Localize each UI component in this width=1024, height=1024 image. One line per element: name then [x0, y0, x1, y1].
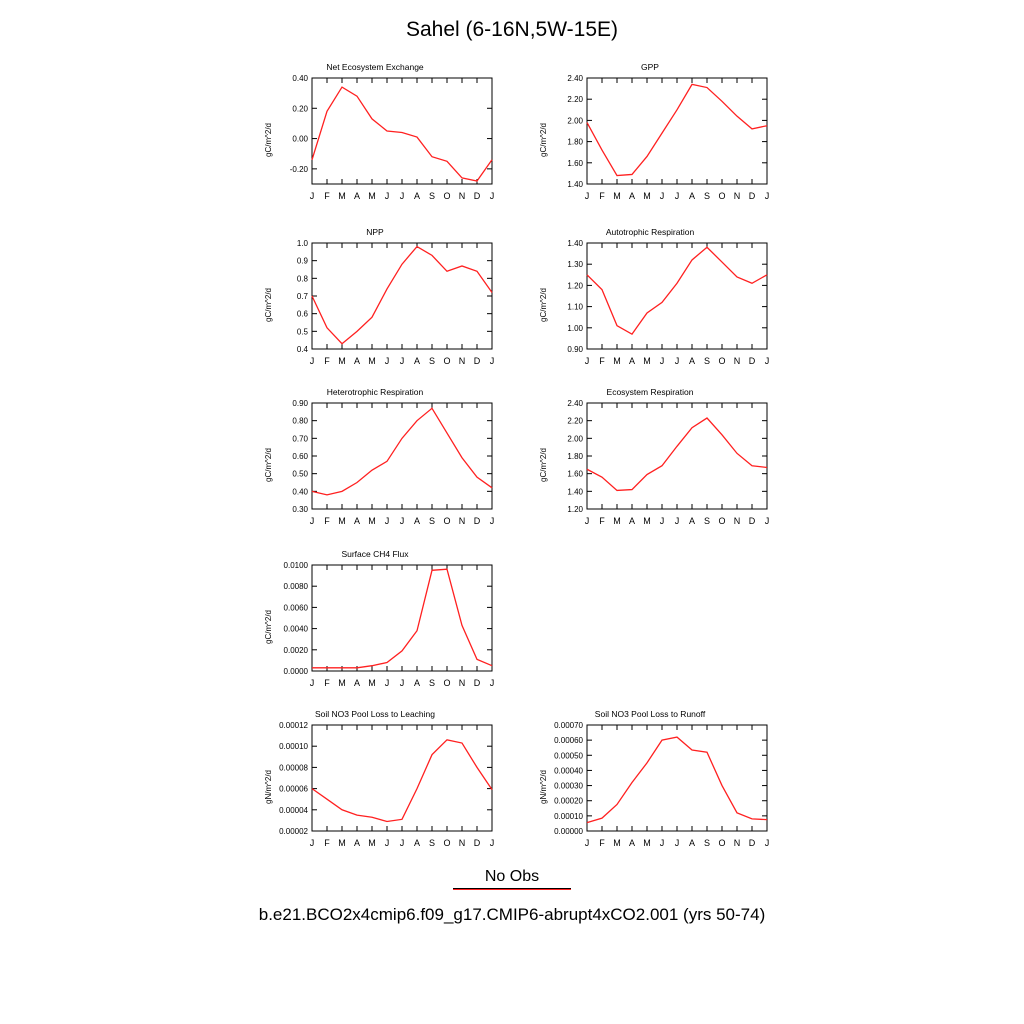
chart-plot	[525, 397, 775, 535]
y-axis-label: gC/m^2/d	[539, 448, 548, 482]
svg-text:0.00: 0.00	[292, 134, 308, 144]
y-axis-label: gC/m^2/d	[264, 448, 273, 482]
svg-text:0.00070: 0.00070	[554, 721, 583, 730]
svg-text:A: A	[413, 191, 421, 201]
svg-text:N: N	[733, 516, 741, 526]
series-line	[587, 84, 767, 175]
svg-text:D: D	[473, 191, 481, 201]
legend-model-line	[453, 889, 571, 890]
svg-text:J: J	[489, 838, 495, 848]
chart-title: GPP	[641, 62, 659, 72]
svg-text:M: M	[643, 838, 651, 848]
svg-text:0.00006: 0.00006	[279, 784, 308, 794]
svg-text:1.30: 1.30	[567, 260, 583, 270]
svg-text:A: A	[688, 838, 696, 848]
y-axis-label: gC/m^2/d	[264, 288, 273, 322]
svg-text:D: D	[473, 838, 481, 848]
svg-text:A: A	[413, 356, 421, 366]
svg-text:J: J	[584, 516, 590, 526]
svg-text:S: S	[703, 516, 711, 526]
svg-text:1.20: 1.20	[567, 281, 583, 291]
svg-text:F: F	[599, 838, 605, 848]
chart-panel-3	[525, 227, 775, 375]
svg-text:J: J	[489, 191, 495, 201]
svg-text:S: S	[428, 191, 436, 201]
svg-text:A: A	[353, 678, 361, 688]
svg-text:0.0040: 0.0040	[283, 624, 308, 634]
series-line	[312, 247, 492, 344]
chart-title: Surface CH4 Flux	[341, 549, 409, 559]
svg-text:S: S	[428, 356, 436, 366]
chart-panel-4	[250, 387, 500, 535]
svg-text:J: J	[384, 356, 390, 366]
chart-plot	[250, 719, 500, 857]
svg-text:A: A	[353, 838, 361, 848]
svg-text:M: M	[613, 191, 621, 201]
chart-title: Soil NO3 Pool Loss to Leaching	[314, 709, 436, 719]
svg-text:J: J	[659, 516, 665, 526]
svg-text:J: J	[309, 678, 315, 688]
svg-text:J: J	[489, 516, 495, 526]
plot-area	[525, 719, 775, 857]
svg-text:N: N	[733, 191, 741, 201]
svg-text:0.40: 0.40	[292, 487, 308, 497]
chart-plot	[525, 72, 775, 210]
chart-plot	[250, 559, 500, 697]
svg-text:A: A	[413, 838, 421, 848]
svg-text:J: J	[384, 678, 390, 688]
svg-text:J: J	[659, 838, 665, 848]
plot-area	[250, 559, 500, 697]
svg-text:J: J	[764, 516, 770, 526]
svg-text:N: N	[458, 356, 466, 366]
svg-text:1.10: 1.10	[567, 302, 583, 312]
chart-plot	[250, 72, 500, 210]
svg-text:M: M	[338, 191, 346, 201]
svg-text:0.00004: 0.00004	[279, 805, 308, 815]
chart-panel-0	[250, 62, 500, 210]
svg-text:M: M	[643, 191, 651, 201]
svg-text:J: J	[309, 838, 315, 848]
series-line	[587, 737, 767, 823]
series-line	[312, 408, 492, 495]
svg-text:J: J	[674, 191, 680, 201]
svg-text:O: O	[443, 191, 451, 201]
plot-area	[250, 397, 500, 535]
series-line	[312, 569, 492, 668]
svg-text:J: J	[399, 678, 405, 688]
svg-text:2.40: 2.40	[567, 399, 583, 408]
svg-text:0.80: 0.80	[292, 416, 308, 426]
svg-text:0.00008: 0.00008	[279, 763, 308, 773]
svg-text:J: J	[659, 356, 665, 366]
svg-text:O: O	[443, 356, 451, 366]
svg-text:0.90: 0.90	[292, 399, 308, 408]
svg-text:0.70: 0.70	[292, 434, 308, 444]
series-line	[587, 247, 767, 334]
svg-text:J: J	[764, 356, 770, 366]
svg-text:J: J	[384, 516, 390, 526]
svg-text:D: D	[748, 516, 756, 526]
svg-text:S: S	[428, 678, 436, 688]
y-axis-label: gC/m^2/d	[264, 123, 273, 157]
svg-text:F: F	[324, 678, 330, 688]
legend	[0, 868, 1024, 890]
y-axis-label: gC/m^2/d	[539, 123, 548, 157]
svg-text:0.9: 0.9	[296, 256, 308, 266]
svg-text:0.20: 0.20	[292, 104, 308, 114]
svg-text:J: J	[584, 191, 590, 201]
svg-text:D: D	[473, 516, 481, 526]
svg-text:0.4: 0.4	[296, 345, 308, 354]
svg-text:0.00002: 0.00002	[279, 827, 308, 836]
series-line	[587, 418, 767, 490]
svg-text:F: F	[324, 516, 330, 526]
svg-text:0.0000: 0.0000	[283, 667, 308, 676]
svg-text:D: D	[473, 678, 481, 688]
svg-text:F: F	[599, 516, 605, 526]
chart-panel-6	[250, 549, 500, 697]
plot-area	[525, 72, 775, 210]
svg-text:M: M	[338, 678, 346, 688]
svg-text:M: M	[368, 356, 376, 366]
svg-text:J: J	[659, 191, 665, 201]
svg-text:0.00020: 0.00020	[554, 796, 583, 806]
svg-text:D: D	[473, 356, 481, 366]
svg-text:0.40: 0.40	[292, 74, 308, 83]
svg-text:M: M	[368, 838, 376, 848]
svg-text:J: J	[384, 191, 390, 201]
chart-panel-5	[525, 387, 775, 535]
svg-text:S: S	[428, 516, 436, 526]
svg-text:J: J	[399, 191, 405, 201]
svg-text:J: J	[674, 838, 680, 848]
svg-text:1.20: 1.20	[567, 505, 583, 514]
svg-text:M: M	[368, 516, 376, 526]
svg-text:A: A	[353, 516, 361, 526]
svg-text:O: O	[443, 678, 451, 688]
plot-area	[250, 72, 500, 210]
plot-area	[250, 237, 500, 375]
svg-text:0.00040: 0.00040	[554, 766, 583, 776]
svg-text:M: M	[643, 356, 651, 366]
svg-text:N: N	[458, 516, 466, 526]
svg-text:0.7: 0.7	[296, 292, 308, 301]
svg-text:J: J	[584, 838, 590, 848]
svg-text:0.0060: 0.0060	[283, 603, 308, 613]
svg-text:J: J	[399, 516, 405, 526]
svg-text:J: J	[399, 356, 405, 366]
svg-text:1.40: 1.40	[567, 180, 583, 189]
svg-text:J: J	[309, 191, 315, 201]
svg-text:N: N	[458, 838, 466, 848]
svg-text:J: J	[489, 678, 495, 688]
svg-text:A: A	[688, 191, 696, 201]
chart-title: Soil NO3 Pool Loss to Runoff	[594, 709, 706, 719]
svg-text:D: D	[748, 191, 756, 201]
caption: b.e21.BCO2x4cmip6.f09_g17.CMIP6-abrupt4xCO2.001 (yrs 50-74)	[258, 905, 766, 924]
chart-title: Heterotrophic Respiration	[326, 387, 424, 397]
svg-text:0.00010: 0.00010	[554, 811, 583, 821]
y-axis-label: gN/m^2/d	[264, 770, 273, 804]
svg-text:F: F	[324, 356, 330, 366]
svg-text:J: J	[674, 356, 680, 366]
svg-text:0.00030: 0.00030	[554, 781, 583, 791]
svg-text:1.40: 1.40	[567, 239, 583, 248]
svg-text:A: A	[353, 356, 361, 366]
chart-title: Ecosystem Respiration	[606, 387, 694, 397]
svg-text:1.80: 1.80	[567, 452, 583, 461]
svg-text:N: N	[733, 838, 741, 848]
plot-area	[250, 719, 500, 857]
svg-text:0.00012: 0.00012	[279, 721, 308, 730]
svg-text:M: M	[643, 516, 651, 526]
svg-text:0.0080: 0.0080	[283, 582, 308, 592]
svg-text:O: O	[443, 838, 451, 848]
legend-no-obs-label: No Obs	[484, 868, 540, 885]
series-line	[312, 87, 492, 181]
series-line	[312, 740, 492, 822]
svg-text:2.40: 2.40	[567, 74, 583, 83]
svg-text:0.90: 0.90	[567, 345, 583, 354]
svg-text:A: A	[413, 516, 421, 526]
chart-title: Net Ecosystem Exchange	[326, 62, 424, 72]
svg-text:D: D	[748, 356, 756, 366]
svg-text:0.5: 0.5	[296, 327, 308, 337]
svg-text:0.0100: 0.0100	[283, 561, 308, 570]
svg-text:0.30: 0.30	[292, 505, 308, 514]
svg-text:2.00: 2.00	[567, 116, 583, 126]
svg-text:O: O	[718, 191, 726, 201]
svg-text:M: M	[613, 838, 621, 848]
svg-text:0.00010: 0.00010	[279, 742, 308, 752]
chart-panel-1	[525, 62, 775, 210]
svg-text:2.00: 2.00	[567, 434, 583, 444]
svg-text:M: M	[613, 516, 621, 526]
svg-text:M: M	[338, 356, 346, 366]
svg-text:-0.20: -0.20	[289, 164, 308, 174]
svg-text:N: N	[733, 356, 741, 366]
svg-text:A: A	[628, 191, 636, 201]
svg-text:D: D	[748, 838, 756, 848]
svg-text:J: J	[489, 356, 495, 366]
svg-text:S: S	[703, 838, 711, 848]
chart-plot	[250, 397, 500, 535]
chart-plot	[250, 237, 500, 375]
svg-text:1.00: 1.00	[567, 323, 583, 333]
svg-text:0.00060: 0.00060	[554, 736, 583, 746]
svg-text:S: S	[703, 191, 711, 201]
svg-text:A: A	[688, 516, 696, 526]
y-axis-label: gC/m^2/d	[264, 610, 273, 644]
svg-text:1.80: 1.80	[567, 137, 583, 147]
svg-text:F: F	[324, 191, 330, 201]
svg-text:M: M	[613, 356, 621, 366]
svg-text:O: O	[718, 838, 726, 848]
svg-text:A: A	[353, 191, 361, 201]
chart-panel-7	[250, 709, 500, 857]
svg-text:J: J	[764, 191, 770, 201]
svg-text:J: J	[309, 356, 315, 366]
svg-text:1.40: 1.40	[567, 487, 583, 497]
svg-text:2.20: 2.20	[567, 95, 583, 105]
svg-text:1.60: 1.60	[567, 158, 583, 168]
chart-panel-8	[525, 709, 775, 857]
svg-text:0.0020: 0.0020	[283, 645, 308, 655]
plot-area	[525, 237, 775, 375]
plot-area	[525, 397, 775, 535]
svg-text:O: O	[443, 516, 451, 526]
svg-text:A: A	[628, 838, 636, 848]
svg-text:F: F	[599, 356, 605, 366]
svg-text:F: F	[599, 191, 605, 201]
y-axis-label: gC/m^2/d	[539, 288, 548, 322]
svg-text:J: J	[584, 356, 590, 366]
svg-text:2.20: 2.20	[567, 416, 583, 426]
svg-text:M: M	[368, 191, 376, 201]
svg-text:N: N	[458, 678, 466, 688]
svg-text:0.6: 0.6	[296, 309, 308, 319]
svg-text:0.60: 0.60	[292, 452, 308, 461]
chart-title: Autotrophic Respiration	[605, 227, 695, 237]
svg-text:1.60: 1.60	[567, 469, 583, 479]
svg-text:O: O	[718, 356, 726, 366]
svg-text:0.00000: 0.00000	[554, 827, 583, 836]
page-title: Sahel (6-16N,5W-15E)	[405, 18, 619, 41]
chart-plot	[525, 719, 775, 857]
svg-text:M: M	[368, 678, 376, 688]
svg-text:A: A	[688, 356, 696, 366]
svg-text:1.0: 1.0	[296, 239, 308, 248]
svg-text:J: J	[674, 516, 680, 526]
svg-text:0.00050: 0.00050	[554, 751, 583, 761]
svg-text:J: J	[764, 838, 770, 848]
chart-title: NPP	[366, 227, 384, 237]
svg-text:S: S	[703, 356, 711, 366]
svg-text:A: A	[628, 356, 636, 366]
y-axis-label: gN/m^2/d	[539, 770, 548, 804]
svg-text:J: J	[384, 838, 390, 848]
svg-text:A: A	[628, 516, 636, 526]
svg-text:M: M	[338, 838, 346, 848]
svg-text:0.8: 0.8	[296, 274, 308, 284]
svg-text:O: O	[718, 516, 726, 526]
svg-text:M: M	[338, 516, 346, 526]
svg-text:A: A	[413, 678, 421, 688]
chart-plot	[525, 237, 775, 375]
svg-text:S: S	[428, 838, 436, 848]
svg-text:J: J	[309, 516, 315, 526]
svg-text:0.50: 0.50	[292, 469, 308, 479]
svg-text:F: F	[324, 838, 330, 848]
svg-text:N: N	[458, 191, 466, 201]
svg-text:J: J	[399, 838, 405, 848]
chart-panel-2	[250, 227, 500, 375]
